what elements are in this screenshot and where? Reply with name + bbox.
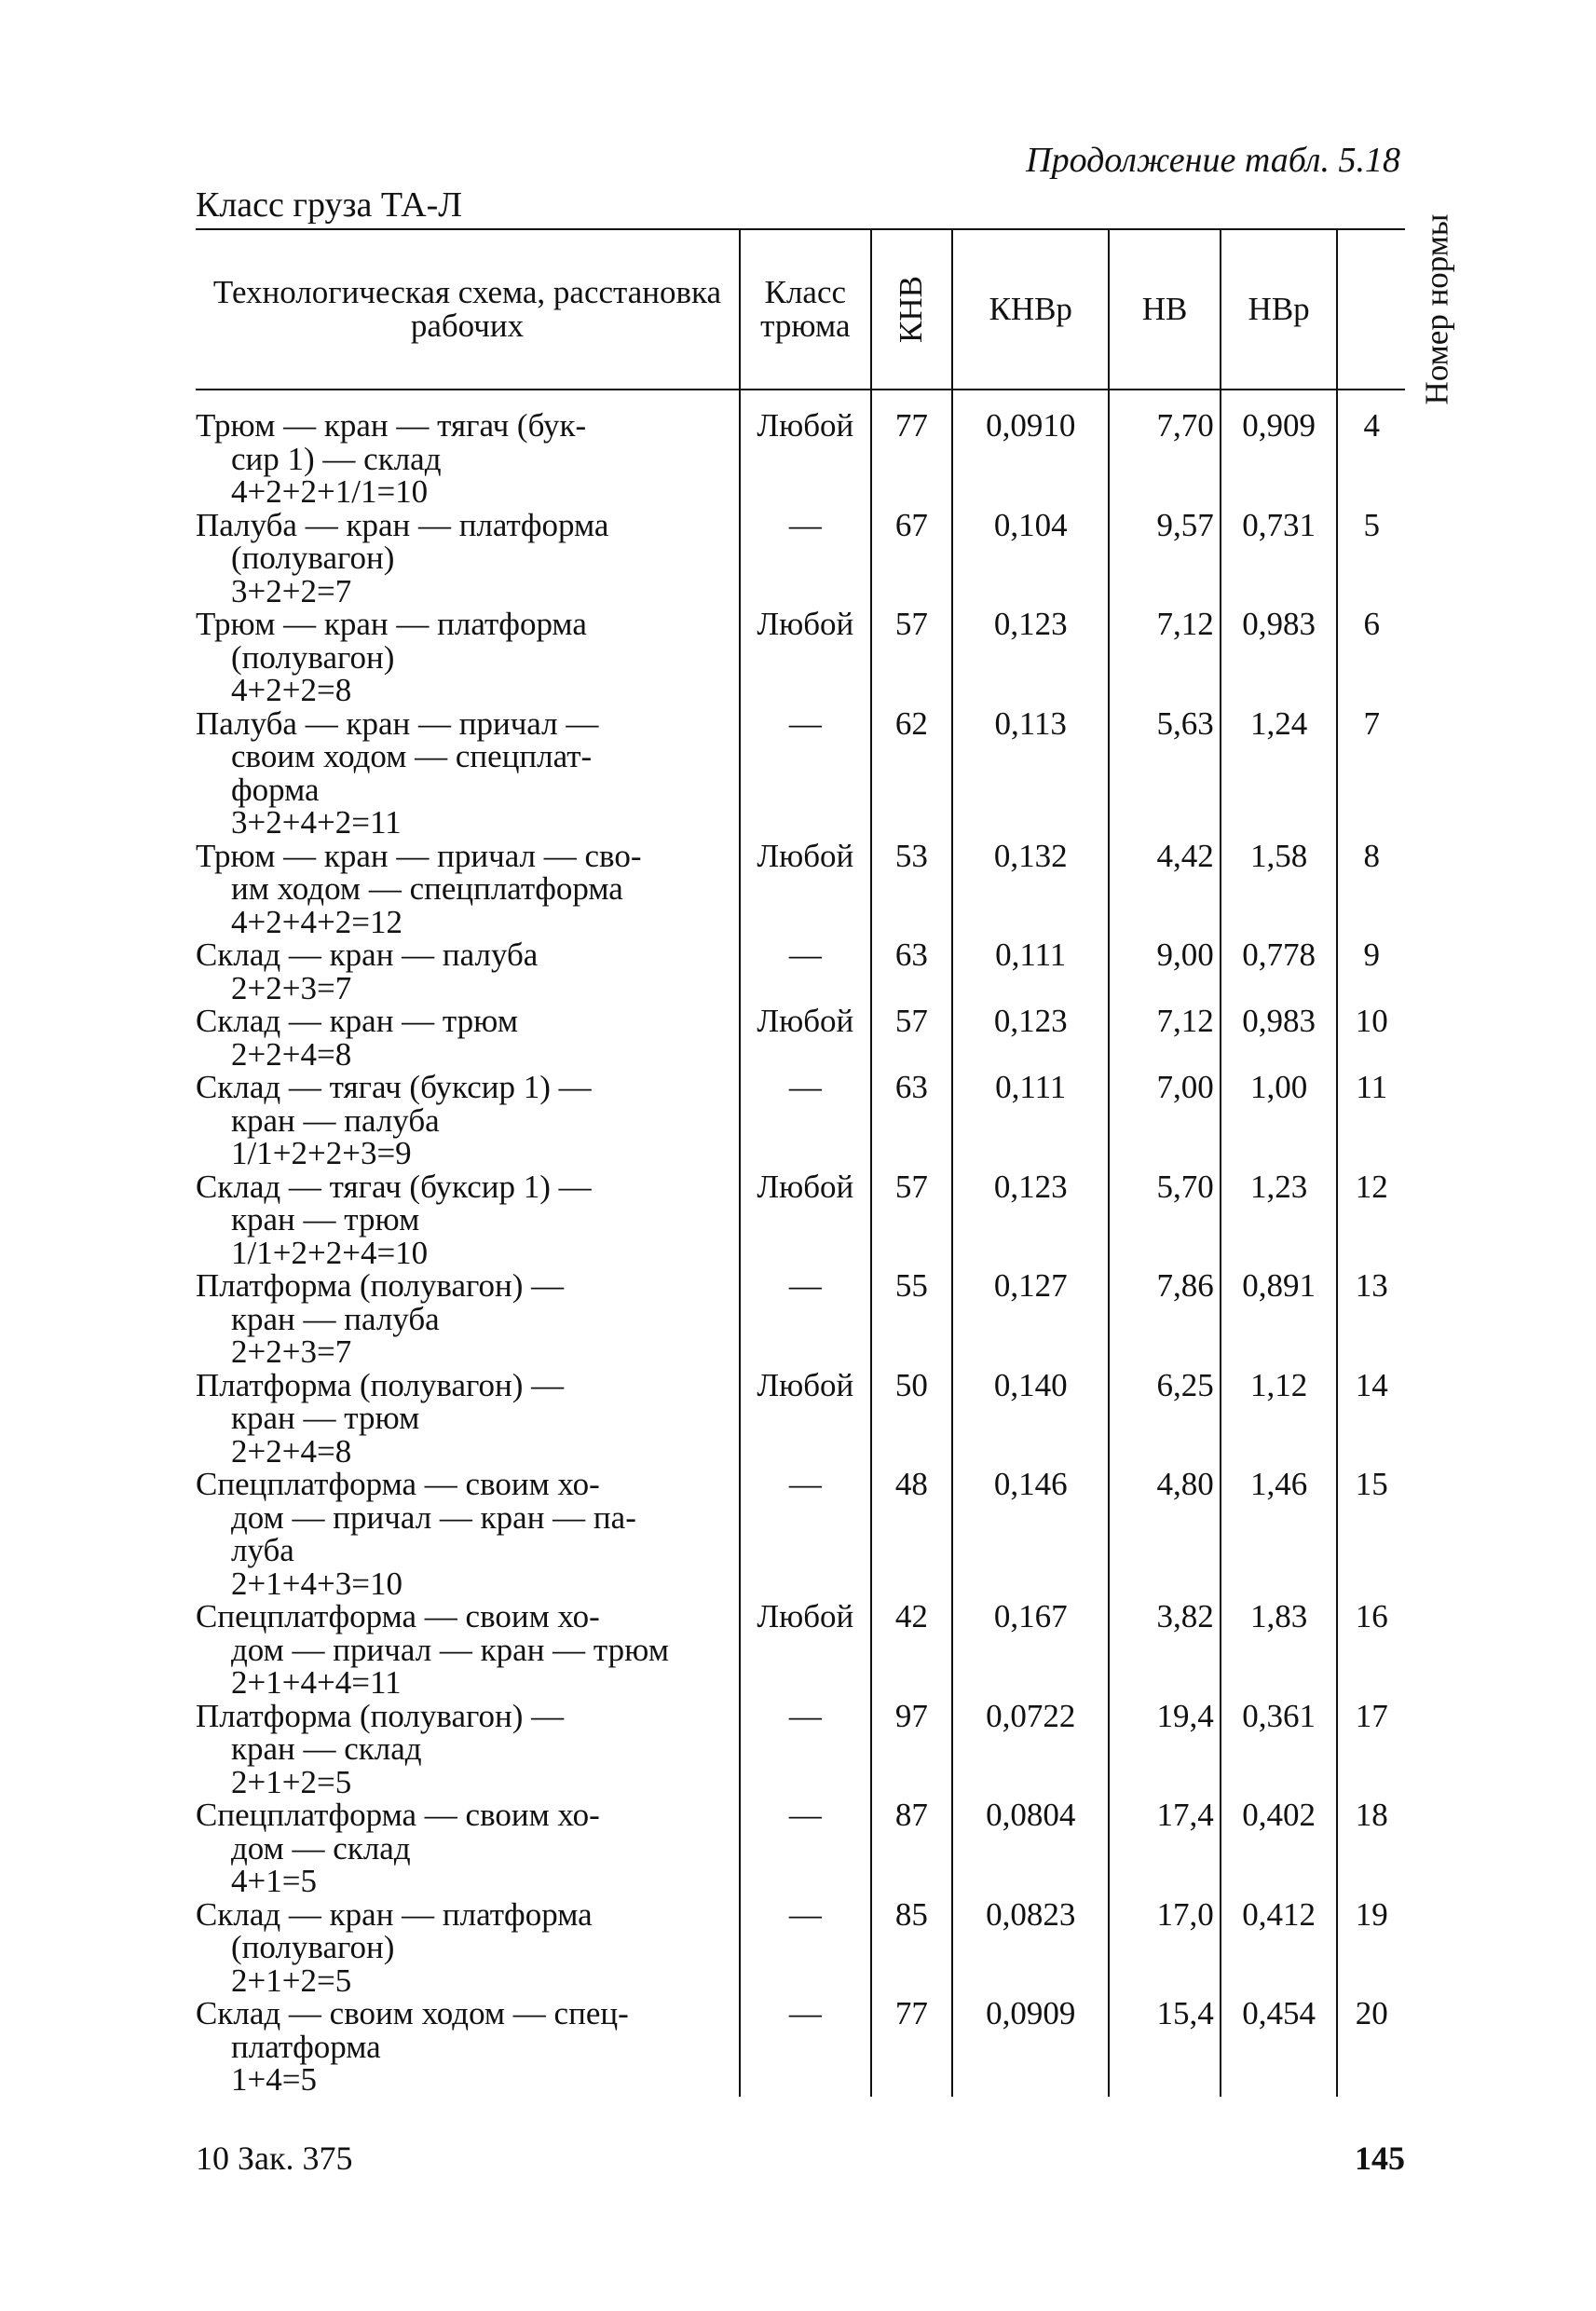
cell-knv: 50	[871, 1369, 952, 1469]
cell-hold-class: —	[740, 1269, 871, 1369]
cell-knv: 53	[871, 840, 952, 939]
norms-table-container	[196, 213, 1455, 2098]
scheme-line: луба	[231, 1532, 294, 1568]
cell-nvr: 1,00	[1221, 1071, 1338, 1170]
scheme-line: 2+1+2=5	[231, 1962, 352, 1999]
scheme-line: Палуба — кран — платформа	[196, 506, 609, 543]
cell-scheme	[196, 1895, 740, 1999]
cell-nv: 5,63	[1109, 707, 1220, 840]
scheme-line: 4+2+2+1/1=10	[231, 473, 429, 510]
scheme-line: дом — склад	[231, 1829, 411, 1867]
cell-nv: 15,4	[1109, 1997, 1220, 2097]
scheme-line: Трюм — кран — тягач (бук-	[196, 407, 587, 444]
cell-knv: 85	[871, 1898, 952, 1998]
scheme-line: 4+1=5	[231, 1863, 317, 1899]
scheme-line: 4+2+4+2=12	[231, 903, 402, 940]
scheme-line: (полувагон)	[231, 540, 395, 576]
scheme-line: Платформа (полувагон) —	[196, 1267, 565, 1304]
cell-norm-number: 19	[1337, 1898, 1405, 1998]
cell-knv: 77	[871, 390, 952, 509]
cell-nvr: 1,24	[1221, 707, 1338, 840]
cell-knvr: 0,0910	[952, 390, 1109, 509]
cell-hold-class: —	[740, 1798, 871, 1898]
cell-knvr: 0,123	[952, 1170, 1109, 1270]
scheme-line: кран — склад	[231, 1730, 422, 1767]
cell-scheme	[196, 1170, 740, 1270]
cell-knvr: 0,104	[952, 509, 1109, 609]
table-row	[196, 509, 1405, 609]
cell-knvr: 0,0909	[952, 1997, 1109, 2097]
scheme-line: 4+2+2=8	[231, 672, 352, 708]
cell-scheme	[196, 1366, 740, 1470]
cell-scheme	[196, 704, 740, 841]
cell-nv: 7,12	[1109, 608, 1220, 707]
scheme-line: (полувагон)	[231, 1929, 395, 1965]
cell-norm-number: 6	[1337, 608, 1405, 707]
table-row	[196, 1071, 1405, 1170]
table-row	[196, 1369, 1405, 1469]
scheme-line: сир 1) — склад	[231, 440, 442, 477]
cell-knvr: 0,132	[952, 840, 1109, 939]
table-continuation-caption: Продолжение табл. 5.18	[1026, 141, 1400, 180]
cell-knvr: 0,111	[952, 1071, 1109, 1170]
scheme-line: Склад — кран — палуба	[196, 937, 539, 973]
scheme-line: Спецплатформа — своим хо-	[196, 1598, 600, 1634]
cell-hold-class: —	[740, 1700, 871, 1799]
table-row	[196, 1898, 1405, 1998]
table-row	[196, 1468, 1405, 1600]
cell-nv: 4,42	[1109, 840, 1220, 939]
cell-nv: 7,12	[1109, 1005, 1220, 1071]
table-row	[196, 1997, 1405, 2097]
cell-norm-number: 9	[1337, 938, 1405, 1005]
cell-nvr: 1,46	[1221, 1468, 1338, 1600]
cell-hold-class: —	[740, 1997, 871, 2097]
scheme-line: Склад — кран — платформа	[196, 1895, 593, 1933]
cell-knv: 42	[871, 1600, 952, 1700]
cell-hold-class: Любой	[740, 390, 871, 509]
scheme-line: форма	[231, 771, 320, 808]
cell-scheme	[196, 1071, 740, 1170]
cell-hold-class: —	[740, 1071, 871, 1170]
cell-scheme	[196, 837, 740, 940]
cell-nvr: 0,778	[1221, 938, 1338, 1005]
footer-order-number: 10 Зак. 375	[196, 2140, 353, 2177]
scheme-line: 2+1+4+3=10	[231, 1565, 402, 1602]
scheme-line: кран — палуба	[231, 1300, 440, 1337]
cell-knv: 77	[871, 1997, 952, 2097]
scheme-line: Трюм — кран — платформа	[196, 606, 587, 642]
cell-knvr: 0,111	[952, 938, 1109, 1005]
header-knvr: КНВр	[952, 229, 1109, 390]
cell-nv: 19,4	[1109, 1700, 1220, 1799]
cell-nvr: 0,983	[1221, 608, 1338, 707]
cell-scheme	[196, 1697, 740, 1800]
scheme-line: Трюм — кран — причал — сво-	[196, 837, 642, 874]
table-row	[196, 1269, 1405, 1369]
table-body	[196, 390, 1405, 2097]
cell-scheme	[196, 390, 740, 509]
table-row	[196, 840, 1405, 939]
cell-nv: 6,25	[1109, 1369, 1220, 1469]
cell-norm-number: 13	[1337, 1269, 1405, 1369]
table-row	[196, 1700, 1405, 1799]
cell-norm-number: 7	[1337, 707, 1405, 840]
scheme-line: Склад — тягач (буксир 1) —	[196, 1168, 592, 1205]
scheme-line: дом — причал — кран — па-	[231, 1498, 636, 1536]
cell-nv: 9,00	[1109, 938, 1220, 1005]
cell-scheme	[196, 1798, 740, 1898]
scheme-line: им ходом — спецплатформа	[231, 870, 623, 907]
cell-scheme	[196, 938, 740, 1005]
cell-knvr: 0,123	[952, 1005, 1109, 1071]
cell-knv: 63	[871, 1071, 952, 1170]
cell-norm-number: 4	[1337, 390, 1405, 509]
cell-hold-class: —	[740, 1898, 871, 1998]
scheme-line: Спецплатформа — своим хо-	[196, 1797, 600, 1833]
scheme-line: кран — палуба	[231, 1101, 440, 1139]
header-scheme: Технологическая схема, расстановка рабочих	[196, 229, 740, 390]
cell-nvr: 1,58	[1221, 840, 1338, 939]
cell-scheme	[196, 608, 740, 707]
cell-hold-class: Любой	[740, 1600, 871, 1700]
cell-scheme	[196, 1269, 740, 1369]
cell-nv: 17,0	[1109, 1898, 1220, 1998]
cell-scheme	[196, 1005, 740, 1071]
cell-nv: 17,4	[1109, 1798, 1220, 1898]
cell-hold-class: Любой	[740, 1369, 871, 1469]
table-row	[196, 608, 1405, 707]
cell-nvr: 1,12	[1221, 1369, 1338, 1469]
cell-norm-number: 5	[1337, 509, 1405, 609]
cell-scheme	[196, 506, 740, 609]
cell-knvr: 0,123	[952, 608, 1109, 707]
cell-nv: 7,00	[1109, 1071, 1220, 1170]
cell-norm-number: 12	[1337, 1170, 1405, 1270]
cell-nvr: 0,983	[1221, 1005, 1338, 1071]
cell-nvr: 0,454	[1221, 1997, 1338, 2097]
cell-knvr: 0,0722	[952, 1700, 1109, 1799]
scheme-line: кран — трюм	[231, 1400, 420, 1436]
cell-norm-number: 20	[1337, 1997, 1405, 2097]
cell-hold-class: Любой	[740, 1005, 871, 1071]
scheme-line: Склад — кран — трюм	[196, 1003, 518, 1039]
cell-nvr: 0,731	[1221, 509, 1338, 609]
cell-knv: 57	[871, 608, 952, 707]
table-row	[196, 1170, 1405, 1270]
scheme-line: 1/1+2+2+4=10	[231, 1234, 429, 1271]
scheme-line: Спецплатформа — своим хо-	[196, 1466, 600, 1502]
norms-table	[196, 213, 1455, 2098]
cell-nvr: 0,361	[1221, 1700, 1338, 1799]
cell-knv: 87	[871, 1798, 952, 1898]
cell-knv: 62	[871, 707, 952, 840]
cargo-class-label: Класс груза ТА-Л	[196, 185, 463, 225]
header-hold-class: Класс трюма	[740, 229, 871, 390]
scheme-line: Склад — тягач (буксир 1) —	[196, 1069, 592, 1105]
header-norm-number: Номер нормы	[1337, 229, 1405, 390]
scheme-line: Платформа (полувагон) —	[196, 1366, 565, 1403]
scheme-line: дом — причал — кран — трюм	[231, 1631, 669, 1668]
scheme-line: Склад — своим ходом — спец-	[196, 1995, 629, 2031]
cell-nvr: 1,23	[1221, 1170, 1338, 1270]
scheme-line: Платформа (полувагон) —	[196, 1697, 565, 1734]
cell-scheme	[196, 1468, 740, 1600]
cell-hold-class: —	[740, 509, 871, 609]
cell-norm-number: 14	[1337, 1369, 1405, 1469]
page-number: 145	[1355, 2140, 1405, 2177]
cell-norm-number: 15	[1337, 1468, 1405, 1600]
table-row	[196, 1005, 1405, 1071]
cell-scheme	[196, 1997, 740, 2097]
cell-nv: 9,57	[1109, 509, 1220, 609]
cell-knvr: 0,113	[952, 707, 1109, 840]
cell-nv: 5,70	[1109, 1170, 1220, 1270]
table-row	[196, 1600, 1405, 1700]
cell-norm-number: 17	[1337, 1700, 1405, 1799]
scheme-line: своим ходом — спецплат-	[231, 738, 593, 774]
cell-nvr: 0,909	[1221, 390, 1338, 509]
scheme-line: 2+2+3=7	[231, 1333, 352, 1370]
cell-knvr: 0,127	[952, 1269, 1109, 1369]
scheme-line: 2+2+4=8	[231, 1035, 352, 1073]
cell-knvr: 0,140	[952, 1369, 1109, 1469]
scheme-line: (полувагон)	[231, 638, 395, 676]
scheme-line: 1/1+2+2+3=9	[231, 1135, 412, 1171]
cell-nvr: 0,402	[1221, 1798, 1338, 1898]
cell-nvr: 1,83	[1221, 1600, 1338, 1700]
cell-norm-number: 16	[1337, 1600, 1405, 1700]
scheme-line: 2+2+4=8	[231, 1432, 352, 1470]
table-header-row	[196, 229, 1405, 390]
cell-hold-class: Любой	[740, 840, 871, 939]
cell-nv: 3,82	[1109, 1600, 1220, 1700]
cell-scheme	[196, 1600, 740, 1700]
scheme-line: 3+2+4+2=11	[231, 804, 402, 841]
cell-hold-class: Любой	[740, 608, 871, 707]
cell-norm-number: 10	[1337, 1005, 1405, 1071]
cell-knvr: 0,0804	[952, 1798, 1109, 1898]
cell-knvr: 0,167	[952, 1600, 1109, 1700]
cell-knv: 63	[871, 938, 952, 1005]
scheme-line: платформа	[231, 2028, 381, 2065]
cell-hold-class: —	[740, 938, 871, 1005]
scheme-line: Палуба — кран — причал —	[196, 704, 599, 742]
scheme-line: 2+1+2=5	[231, 1763, 352, 1800]
header-nv: НВ	[1109, 229, 1220, 390]
cell-nv: 4,80	[1109, 1468, 1220, 1600]
table-row	[196, 1798, 1405, 1898]
cell-knv: 48	[871, 1468, 952, 1600]
scheme-line: кран — трюм	[231, 1201, 420, 1238]
cell-knvr: 0,0823	[952, 1898, 1109, 1998]
scheme-line: 3+2+2=7	[231, 572, 352, 609]
cell-knvr: 0,146	[952, 1468, 1109, 1600]
cell-knv: 55	[871, 1269, 952, 1369]
cell-nvr: 0,891	[1221, 1269, 1338, 1369]
cell-knv: 67	[871, 509, 952, 609]
cell-hold-class: —	[740, 707, 871, 840]
table-row	[196, 938, 1405, 1005]
scheme-line: 1+4=5	[231, 2061, 317, 2098]
cell-norm-number: 8	[1337, 840, 1405, 939]
cell-hold-class: —	[740, 1468, 871, 1600]
cell-knv: 57	[871, 1170, 952, 1270]
cell-nv: 7,86	[1109, 1269, 1220, 1369]
scheme-line: 2+2+3=7	[231, 969, 352, 1006]
cell-nv: 7,70	[1109, 390, 1220, 509]
cell-nvr: 0,412	[1221, 1898, 1338, 1998]
cell-knv: 97	[871, 1700, 952, 1799]
cell-norm-number: 18	[1337, 1798, 1405, 1898]
table-row	[196, 707, 1405, 840]
cell-norm-number: 11	[1337, 1071, 1405, 1170]
header-nvr: НВр	[1221, 229, 1338, 390]
cell-hold-class: Любой	[740, 1170, 871, 1270]
header-knv: КНВ	[871, 229, 952, 390]
table-row	[196, 390, 1405, 509]
scheme-line: 2+1+4+4=11	[231, 1664, 402, 1701]
cell-knv: 57	[871, 1005, 952, 1071]
